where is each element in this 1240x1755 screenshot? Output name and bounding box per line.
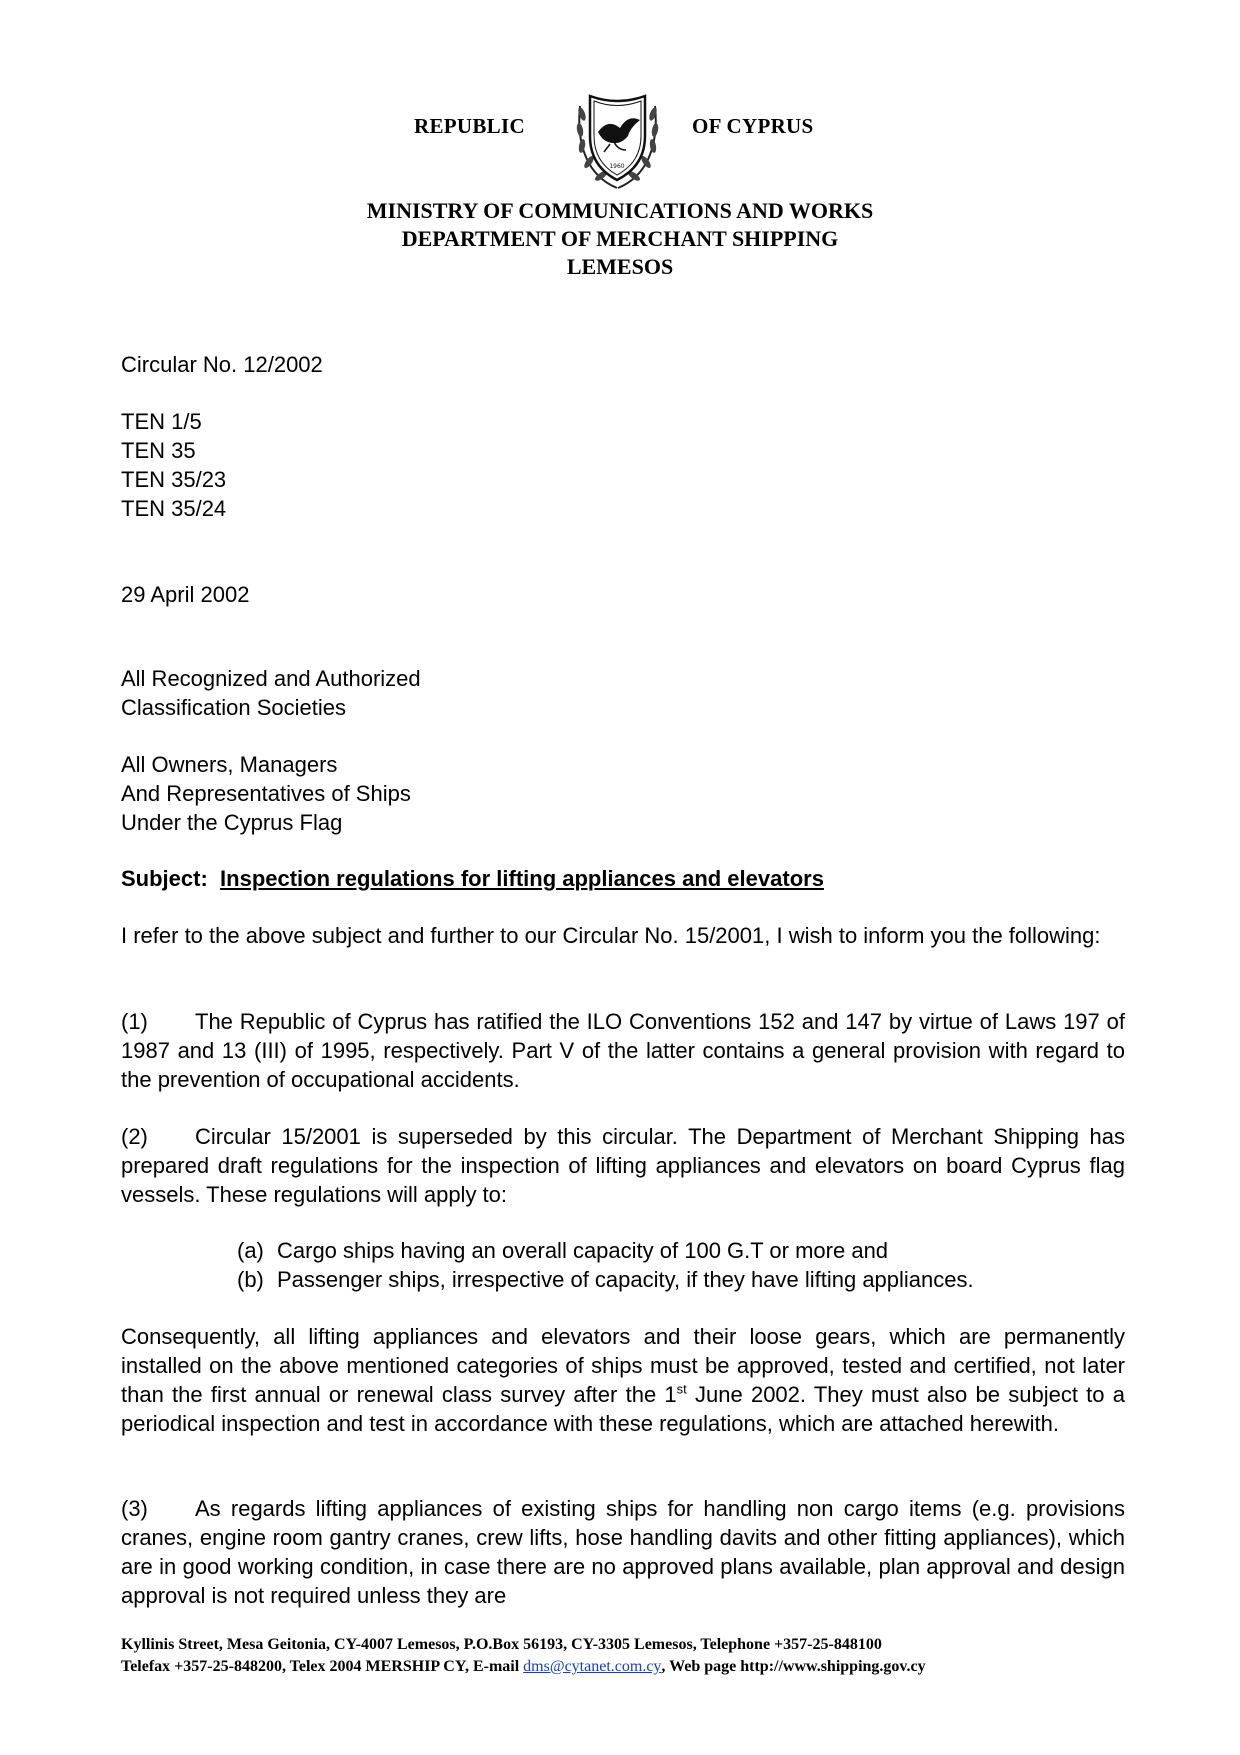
list-item xyxy=(237,1236,1117,1265)
paragraph-number: (3) xyxy=(121,1496,148,1521)
paragraph-text: Circular 15/2001 is superseded by this circular. The Department of Merchant Shipping has prepared draft regulations for the inspection of lifting appliances and elevators on board Cyprus flag vessels. These regulations will apply to: xyxy=(121,1124,1125,1207)
city-line: LEMESOS xyxy=(566,254,674,279)
addressee-group-owners xyxy=(121,750,1125,837)
consequently-text-a: Consequently, all lifting appliances and elevators and their loose gears, which are permanently installed on the above mentioned categories of ships must be approved, tested and certified, not later than the first annual or renewal class survey after the 1 xyxy=(121,1324,1125,1407)
header-republic: REPUBLIC xyxy=(414,114,525,138)
list-item-text: Cargo ships having an overall capacity of 100 G.T or more and xyxy=(277,1238,889,1263)
ordinal-suffix: st xyxy=(676,1381,687,1397)
reference-item: TEN 1/5 xyxy=(121,409,202,434)
subject-label: Subject: xyxy=(121,866,208,891)
paragraph-text: The Republic of Cyprus has ratified the ILO Conventions 152 and 147 by virtue of Laws 197 of 1987 and 13 (III) of 1995, respectively. Part V of the latter contains a general provision with regard to the prevention of occupational accidents. xyxy=(121,1009,1125,1092)
paragraph-number: (2) xyxy=(121,1124,148,1149)
subject-text: Inspection regulations for lifting appliances and elevators xyxy=(220,866,824,891)
intro-paragraph: I refer to the above subject and further to our Circular No. 15/2001, I wish to inform you the following: xyxy=(121,923,1101,948)
reference-list xyxy=(121,407,1125,523)
footer-contact-line xyxy=(121,1656,1125,1678)
addressee-group-societies xyxy=(121,664,1125,722)
reference-item: TEN 35/23 xyxy=(121,467,227,492)
footer-telefax: Telefax +357-25-848200, Telex 2004 MERSHIP CY, E-mail xyxy=(121,1658,524,1675)
footer-web: , Web page http://www.shipping.gov.cy xyxy=(661,1658,926,1675)
applicability-list xyxy=(237,1236,1117,1294)
svg-text:1960: 1960 xyxy=(609,163,625,170)
subject-line xyxy=(121,864,1125,893)
reference-item: TEN 35/24 xyxy=(121,496,227,521)
list-item-label: (a) xyxy=(237,1238,264,1263)
coat-of-arms-icon xyxy=(570,84,665,192)
circular-number: Circular No. 12/2002 xyxy=(121,352,323,377)
paragraph-number: (1) xyxy=(121,1009,148,1034)
department-line: DEPARTMENT OF MERCHANT SHIPPING xyxy=(401,226,839,251)
list-item-label: (b) xyxy=(237,1267,264,1292)
consequently-text-b: June 2002. They must also be subject to a periodical inspection and test in accordance with these regulations, which are attached herewith. xyxy=(121,1382,1125,1436)
footer-contact xyxy=(121,1634,1125,1678)
addressee-line: And Representatives of Ships xyxy=(121,781,411,806)
addressee-line: All Recognized and Authorized xyxy=(121,666,421,691)
email-link[interactable]: dms@cytanet.com.cy xyxy=(523,1658,662,1675)
header-of-cyprus: OF CYPRUS xyxy=(692,114,814,138)
paragraph-text: As regards lifting appliances of existing ships for handling non cargo items (e.g. provisions cranes, engine room gantry cranes, crew lifts, hose handling davits and other fitting appliances), which are in good working condition, in case there are no approved plans available, plan approval and design approval is not required unless they are xyxy=(121,1496,1125,1608)
ministry-line: MINISTRY OF COMMUNICATIONS AND WORKS xyxy=(366,198,874,223)
reference-item: TEN 35 xyxy=(121,438,196,463)
addressee-line: All Owners, Managers xyxy=(121,752,338,777)
footer-address: Kyllinis Street, Mesa Geitonia, CY-4007 Lemesos, P.O.Box 56193, CY-3305 Lemesos, Telephone +357-25-848100 xyxy=(121,1636,882,1653)
ministry-heading xyxy=(0,197,1240,281)
list-item xyxy=(237,1265,1117,1294)
addressee-line: Classification Societies xyxy=(121,695,346,720)
consequently-paragraph xyxy=(121,1322,1125,1438)
list-item-text: Passenger ships, irrespective of capacity, if they have lifting appliances. xyxy=(277,1267,974,1292)
paragraph-3 xyxy=(121,1494,1125,1610)
circular-date: 29 April 2002 xyxy=(121,582,250,607)
addressee-line: Under the Cyprus Flag xyxy=(121,810,343,835)
paragraph-1 xyxy=(121,1007,1125,1094)
paragraph-2 xyxy=(121,1122,1125,1209)
